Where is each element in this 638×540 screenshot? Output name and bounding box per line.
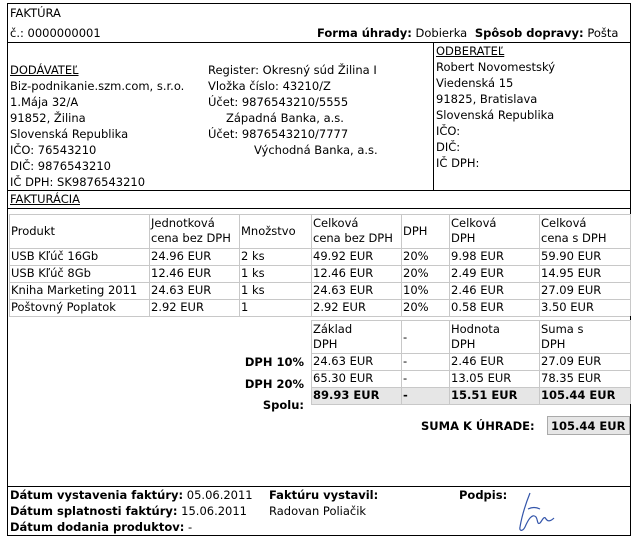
table-gridline xyxy=(9,214,630,215)
supplier-line: Biz-podnikanie.szm.com, s.r.o. xyxy=(10,79,185,93)
registry-block xyxy=(208,62,378,158)
due-date xyxy=(10,503,247,519)
customer-line: Slovenská Republika xyxy=(436,108,555,122)
column-header: Celková xyxy=(313,216,359,230)
table-gridline xyxy=(239,214,240,316)
column-header: DPH xyxy=(403,224,428,238)
table-cell: 24.63 EUR xyxy=(151,283,212,297)
shipping-value: Pošta xyxy=(587,26,619,40)
column-header: cena bez DPH xyxy=(151,231,231,245)
table-cell: 49.92 EUR xyxy=(313,249,374,263)
column-header: cena bez DPH xyxy=(313,231,393,245)
table-cell: 12.46 EUR xyxy=(313,266,374,280)
supplier-line: IČO: 76543210 xyxy=(10,143,97,157)
table-cell: 1 ks xyxy=(241,283,265,297)
payment-method xyxy=(317,25,618,41)
column-header: Produkt xyxy=(11,224,56,238)
total-value: 105.44 EUR xyxy=(551,419,626,433)
table-gridline xyxy=(9,316,630,317)
customer-line: Robert Novomestský xyxy=(436,60,556,74)
supplier-heading: DODÁVATEĽ xyxy=(10,63,79,77)
table-cell: 20% xyxy=(403,266,429,280)
summary-cell: 13.05 EUR xyxy=(451,371,512,385)
summary-header: Suma s xyxy=(541,322,584,336)
invoice-title: FAKTÚRA xyxy=(10,6,61,20)
table-gridline xyxy=(9,214,10,316)
table-cell: 12.46 EUR xyxy=(151,266,212,280)
customer-line: Viedenská 15 xyxy=(436,76,514,90)
issuer-label: Faktúru vystavil: xyxy=(269,488,379,502)
summary-cell: 24.63 EUR xyxy=(313,354,374,368)
payment-value: Dobierka xyxy=(415,26,468,40)
registry-line: Účet: 9876543210/5555 xyxy=(208,95,349,109)
supplier-block xyxy=(10,62,184,190)
issue-date xyxy=(10,487,253,503)
summary-row-label: DPH 20% xyxy=(244,377,304,391)
summary-header: DPH xyxy=(313,337,338,351)
summary-cell: - xyxy=(403,388,408,402)
summary-cell: 27.09 EUR xyxy=(541,354,602,368)
shipping-label: Spôsob dopravy: xyxy=(474,26,584,40)
table-cell: 14.95 EUR xyxy=(541,266,602,280)
summary-gridline xyxy=(630,320,631,404)
table-cell: USB Kľúč 16Gb xyxy=(11,249,99,263)
table-cell: 27.09 EUR xyxy=(541,283,602,297)
customer-divider xyxy=(433,42,434,190)
table-cell: 2.92 EUR xyxy=(151,300,204,314)
table-cell: 20% xyxy=(403,300,429,314)
summary-gridline xyxy=(311,320,630,321)
summary-row-label: Spolu: xyxy=(262,398,304,412)
summary-gridline xyxy=(539,320,540,404)
column-header: Množstvo xyxy=(241,224,296,238)
delivery-date-label: Dátum dodania produktov: xyxy=(10,520,185,534)
delivery-date xyxy=(10,519,192,535)
column-header: Celková xyxy=(451,216,497,230)
table-cell: 1 ks xyxy=(241,266,265,280)
summary-gridline xyxy=(401,320,402,404)
table-cell: Poštovný Poplatok xyxy=(11,300,116,314)
supplier-line: 91852, Žilina xyxy=(10,111,86,125)
summary-cell: - xyxy=(403,354,408,368)
registry-line: Západná Banka, a.s. xyxy=(226,111,344,125)
delivery-date-value: - xyxy=(188,520,193,534)
supplier-line: 1.Mája 32/A xyxy=(10,95,79,109)
summary-cell: 65.30 EUR xyxy=(313,371,374,385)
table-gridline xyxy=(449,214,450,316)
table-gridline xyxy=(401,214,402,316)
customer-line: IČ DPH: xyxy=(436,156,480,170)
customer-heading: ODBERATEĽ xyxy=(436,44,505,58)
table-gridline xyxy=(630,214,631,316)
customer-line: IČO: xyxy=(436,124,461,138)
summary-cell: 78.35 EUR xyxy=(541,371,602,385)
registry-line: Východná Banka, a.s. xyxy=(254,143,378,157)
registry-line: Register: Okresný súd Žilina I xyxy=(208,63,377,77)
summary-gridline xyxy=(311,404,630,405)
issue-date-value: 05.06.2011 xyxy=(186,488,253,502)
issuer-name: Radovan Poliačik xyxy=(269,504,367,518)
table-cell: 2 ks xyxy=(241,249,265,263)
summary-header: Základ xyxy=(313,322,353,336)
summary-header: DPH xyxy=(451,337,476,351)
table-cell: 24.63 EUR xyxy=(313,283,374,297)
customer-block xyxy=(436,43,555,171)
table-gridline xyxy=(311,214,312,316)
summary-row-label: DPH 10% xyxy=(244,355,304,369)
table-cell: 20% xyxy=(403,249,429,263)
due-date-value: 15.06.2011 xyxy=(181,504,248,518)
table-cell: Kniha Marketing 2011 xyxy=(11,283,138,297)
summary-cell: 15.51 EUR xyxy=(451,388,518,402)
table-cell: 9.98 EUR xyxy=(451,249,504,263)
customer-line: 91825, Bratislava xyxy=(436,92,538,106)
invoice-number: č.: 0000000001 xyxy=(10,26,101,40)
customer-line: DIČ: xyxy=(436,140,461,154)
supplier-line: Slovenská Republika xyxy=(10,127,129,141)
table-cell: 3.50 EUR xyxy=(541,300,594,314)
due-date-label: Dátum splatnosti faktúry: xyxy=(10,504,178,518)
summary-cell: - xyxy=(403,371,408,385)
table-cell: 10% xyxy=(403,283,429,297)
summary-header: DPH xyxy=(541,337,566,351)
summary-header: Hodnota xyxy=(451,322,500,336)
table-gridline xyxy=(539,214,540,316)
summary-gridline xyxy=(311,320,312,404)
total-label: SUMA K ÚHRADE: xyxy=(421,419,535,433)
column-header: cena s DPH xyxy=(541,231,607,245)
signature-image xyxy=(508,487,558,535)
signature-label: Podpis: xyxy=(459,488,508,502)
column-header: DPH xyxy=(451,231,476,245)
table-cell: 24.96 EUR xyxy=(151,249,212,263)
supplier-line: DIČ: 9876543210 xyxy=(10,159,111,173)
payment-label: Forma úhrady: xyxy=(317,26,412,40)
table-cell: 2.46 EUR xyxy=(451,283,504,297)
registry-line: Vložka číslo: 43210/Z xyxy=(208,79,331,93)
billing-heading: FAKTURÁCIA xyxy=(10,192,80,206)
table-gridline xyxy=(149,214,150,316)
table-cell: 2.49 EUR xyxy=(451,266,504,280)
summary-cell: 105.44 EUR xyxy=(541,388,616,402)
column-header: Jednotková xyxy=(151,216,215,230)
registry-line: Účet: 9876543210/7777 xyxy=(208,127,349,141)
summary-cell: 2.46 EUR xyxy=(451,354,504,368)
column-header: Celková xyxy=(541,216,587,230)
table-cell: USB Kľúč 8Gb xyxy=(11,266,91,280)
summary-gridline xyxy=(449,320,450,404)
table-cell: 1 xyxy=(241,300,249,314)
table-cell: 59.90 EUR xyxy=(541,249,602,263)
summary-cell: 89.93 EUR xyxy=(313,388,380,402)
billing-divider xyxy=(7,208,631,209)
table-cell: 2.92 EUR xyxy=(313,300,366,314)
table-cell: 0.58 EUR xyxy=(451,300,504,314)
parties-divider xyxy=(7,190,631,191)
issue-date-label: Dátum vystavenia faktúry: xyxy=(10,488,184,502)
summary-header: - xyxy=(403,330,408,344)
supplier-line: IČ DPH: SK9876543210 xyxy=(10,175,146,189)
